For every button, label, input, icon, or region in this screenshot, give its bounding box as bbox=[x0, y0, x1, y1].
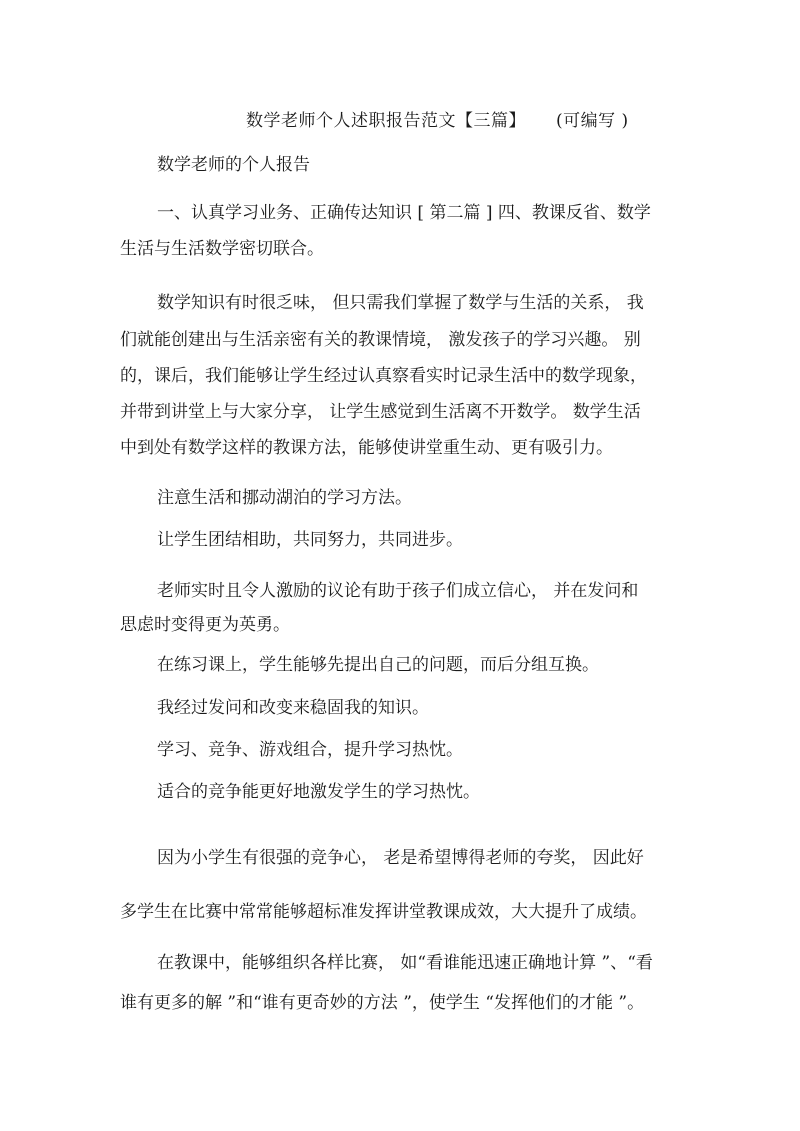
section-heading bbox=[120, 147, 722, 183]
text-line: 们就能创建出与生活亲密有关的教课情境， 激发孩子的学习兴趣。 别 bbox=[120, 330, 641, 350]
text-line: 并带到讲堂上与大家分享， 让学生感觉到生活离不开数学。 数学生活 bbox=[120, 402, 641, 422]
text-line: 数学知识有时很乏味， 但只需我们掌握了数学与生活的关系， 我 bbox=[157, 293, 644, 313]
text-line: 注意生活和挪动湖泊的学习方法。 bbox=[157, 488, 412, 508]
paragraph-1 bbox=[120, 195, 722, 231]
paragraph-10-cont bbox=[120, 894, 685, 930]
text-line: 让学生团结相助，共同努力，共同进步。 bbox=[157, 530, 463, 550]
title-note: (可编写 ) bbox=[556, 111, 629, 131]
text-line: 数学老师的个人报告 bbox=[157, 155, 310, 175]
paragraph-11-cont bbox=[120, 985, 685, 1021]
paragraph-11 bbox=[120, 945, 722, 981]
text-line: 在练习课上，学生能够先提出自己的问题，而后分组互换。 bbox=[157, 655, 599, 675]
paragraph-9 bbox=[120, 774, 722, 810]
paragraph-8 bbox=[120, 732, 722, 768]
text-line: 在教课中，能够组织各样比赛， 如“看谁能迅速正确地计算 ”、“看 bbox=[157, 953, 653, 973]
text-line: 一、认真学习业务、正确传达知识 [ 第二篇 ] 四、教课反省、数学 bbox=[157, 203, 651, 223]
paragraph-10 bbox=[120, 840, 722, 876]
text-line: 的，课后，我们能够让学生经过认真察看实时记录生活中的数学现象， bbox=[120, 366, 647, 386]
paragraph-5-cont bbox=[120, 607, 685, 643]
title-text: 数学老师个人述职报告范文【三篇】 bbox=[246, 111, 526, 131]
text-line: 学习、竞争、游戏组合，提升学习热忱。 bbox=[157, 740, 463, 760]
paragraph-2 bbox=[120, 285, 722, 321]
paragraph-5 bbox=[120, 573, 722, 609]
paragraph-4 bbox=[120, 522, 722, 558]
paragraph-2-cont bbox=[120, 322, 685, 466]
paragraph-6 bbox=[120, 647, 722, 683]
text-line: 生活与生活数学密切联合。 bbox=[120, 239, 324, 259]
text-line: 老师实时且令人激励的议论有助于孩子们成立信心， 并在发问和 bbox=[157, 581, 639, 601]
text-line: 适合的竞争能更好地激发学生的学习热忱。 bbox=[157, 782, 480, 802]
text-line: 中到处有数学这样的教课方法，能够使讲堂重生动、更有吸引力。 bbox=[120, 438, 613, 458]
text-line: 谁有更多的解 ”和“谁有更奇妙的方法 ”，使学生 “发挥他们的才能 ”。 bbox=[120, 993, 645, 1013]
document-title bbox=[246, 106, 629, 131]
text-line: 我经过发问和改变来稳固我的知识。 bbox=[157, 698, 429, 718]
paragraph-3 bbox=[120, 480, 722, 516]
text-line: 多学生在比赛中常常能够超标准发挥讲堂教课成效，大大提升了成绩。 bbox=[120, 902, 647, 922]
paragraph-7 bbox=[120, 690, 722, 726]
paragraph-1-cont bbox=[120, 231, 685, 267]
text-line: 因为小学生有很强的竞争心， 老是希望博得老师的夸奖， 因此好 bbox=[157, 848, 644, 868]
text-line: 思虑时变得更为英勇。 bbox=[120, 615, 290, 635]
